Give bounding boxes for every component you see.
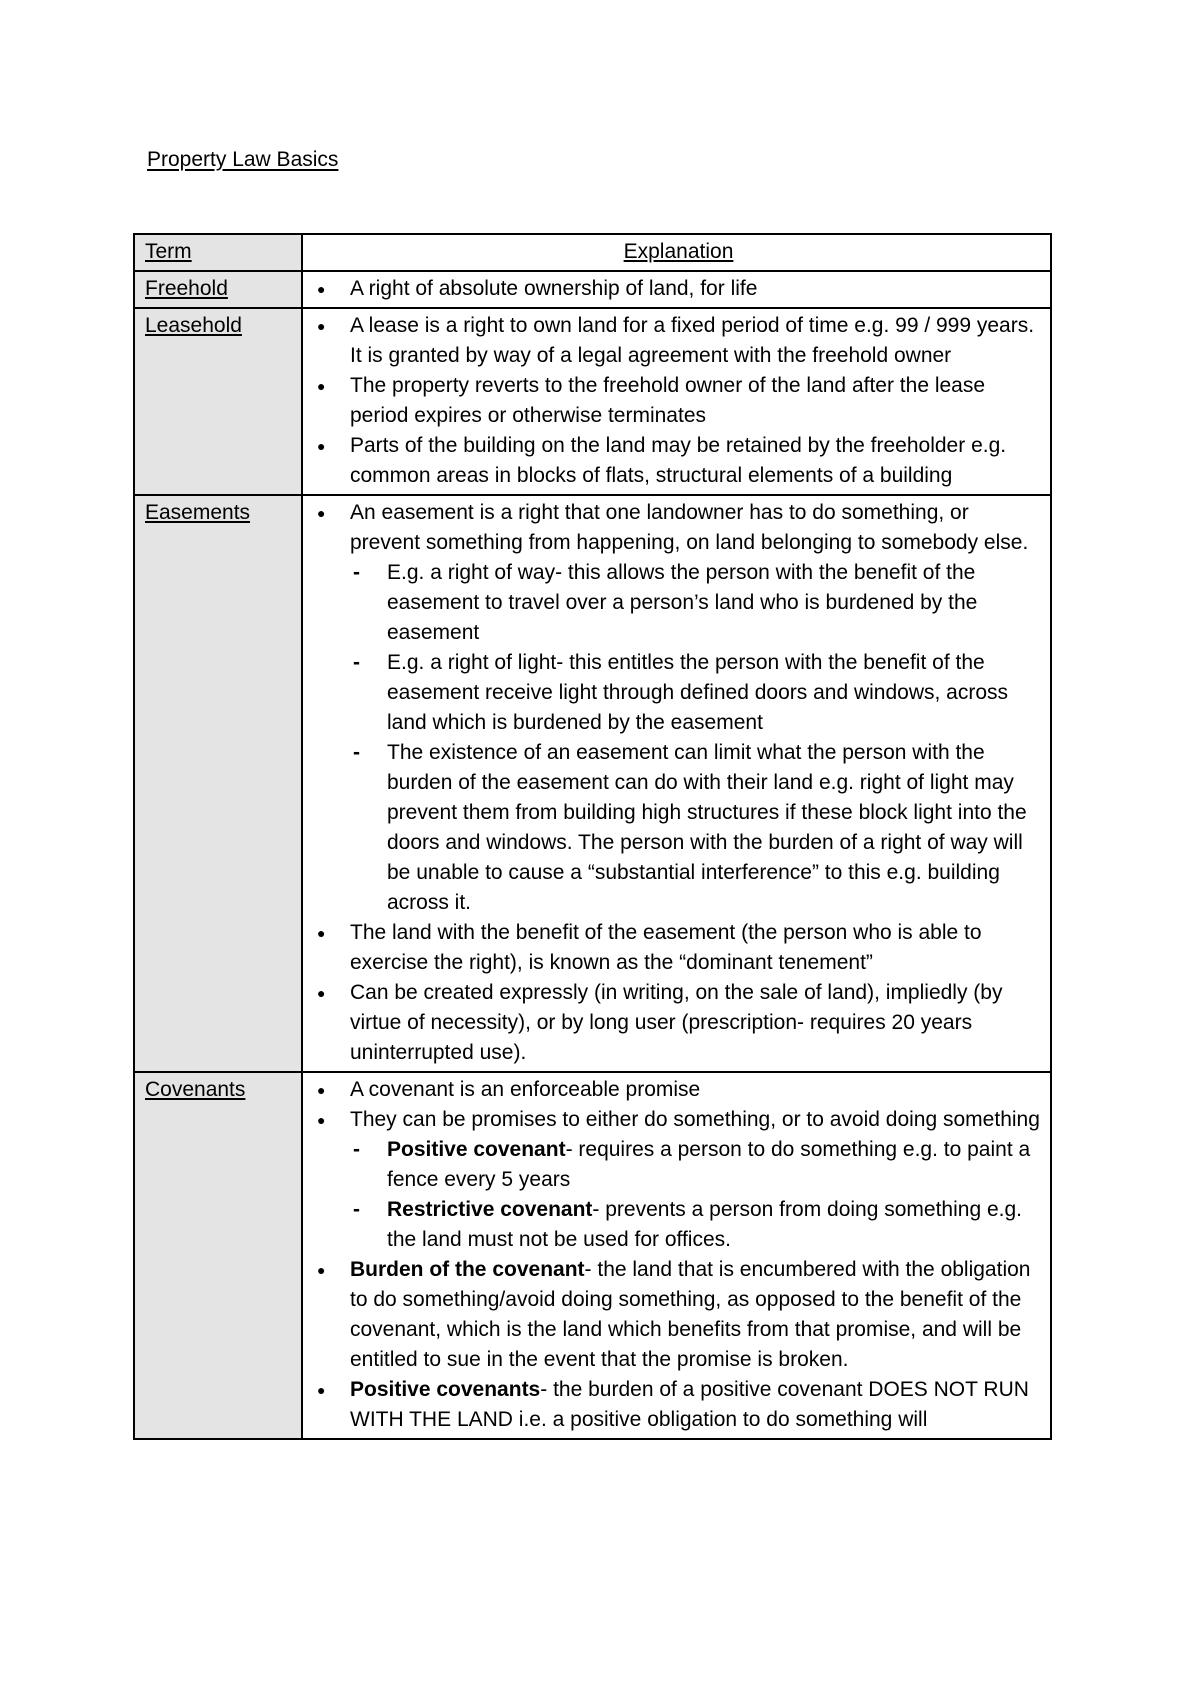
page-title: Property Law Basics: [147, 148, 339, 171]
explanation-leasehold: [302, 308, 1051, 495]
bullet-list: [313, 1075, 1044, 1435]
table-row: [134, 495, 1051, 1072]
bullet-list: [313, 274, 1044, 304]
sub-list-item: - E.g. a right of way- this allows the person with the benefit of the easement to travel over a person’s land who is burdened by the easement: [387, 558, 1044, 648]
table-row: [134, 271, 1051, 308]
list-item: ● They can be promises to either do something, or to avoid doing something - Positive covenant- requires a person to do something e.g. to paint a fence every 5 years - Restrictive covenant- prevents a person from doing something e.g. the land must not be used for offices.: [350, 1105, 1044, 1255]
list-item: ● The property reverts to the freehold owner of the land after the lease period expires or otherwise terminates: [350, 371, 1044, 431]
term-easements: Easements: [134, 495, 302, 1072]
sub-list-item: - The existence of an easement can limit what the person with the burden of the easement can do with their land e.g. right of light may prevent them from building high structures if these block light into the doors and windows. The person with the burden of a right of way will be unable to cause a “substantial interference” to this e.g. building across it.: [387, 738, 1044, 918]
list-item: ● An easement is a right that one landowner has to do something, or prevent something from happening, on land belonging to somebody else. - E.g. a right of way- this allows the person with the benefit of the easement to travel over a person’s land who is burdened by the easement - E.g. a right of light- this entitles the person with the benefit of the easement receive light through defined doors and windows, across land which is burdened by the easement - The existence of an easement can limit what the person with the burden of the easement can do with their land e.g. right of light may prevent them from building high structures if these block light into the doors and windows. The person with the burden of a right of way will be unable to cause a “substantial interference” to this e.g. building across it.: [350, 498, 1044, 918]
term-leasehold: Leasehold: [134, 308, 302, 495]
list-item: ● A covenant is an enforceable promise: [350, 1075, 1044, 1105]
list-item: ● Can be created expressly (in writing, on the sale of land), impliedly (by virtue of necessity), or by long user (prescription- requires 20 years uninterrupted use).: [350, 978, 1044, 1068]
list-item: ● The land with the benefit of the easement (the person who is able to exercise the right), is known as the “dominant tenement”: [350, 918, 1044, 978]
sub-list-item: - Restrictive covenant- prevents a person from doing something e.g. the land must not be used for offices.: [387, 1195, 1044, 1255]
sub-list-item: - Positive covenant- requires a person to do something e.g. to paint a fence every 5 years: [387, 1135, 1044, 1195]
term-column-header: Term: [134, 234, 302, 271]
explanation-easements: [302, 495, 1051, 1072]
term-covenants: Covenants: [134, 1072, 302, 1439]
table-row: [134, 308, 1051, 495]
list-item: ● Positive covenants- the burden of a positive covenant DOES NOT RUN WITH THE LAND i.e. a positive obligation to do something will: [350, 1375, 1044, 1435]
dash-list: [350, 558, 1044, 918]
bullet-list: [313, 311, 1044, 491]
sub-list-item: - E.g. a right of light- this entitles the person with the benefit of the easement receive light through defined doors and windows, across land which is burdened by the easement: [387, 648, 1044, 738]
explanation-freehold: [302, 271, 1051, 308]
property-terms-table: [133, 233, 1052, 1440]
list-item: ● Parts of the building on the land may be retained by the freeholder e.g. common areas in blocks of flats, structural elements of a building: [350, 431, 1044, 491]
list-item: ● A lease is a right to own land for a fixed period of time e.g. 99 / 999 years. It is granted by way of a legal agreement with the freehold owner: [350, 311, 1044, 371]
term-freehold: Freehold: [134, 271, 302, 308]
explanation-column-header: Explanation: [302, 234, 1051, 271]
table-header-row: [134, 234, 1051, 271]
dash-list: [350, 1135, 1044, 1255]
explanation-covenants: [302, 1072, 1051, 1439]
table-row: [134, 1072, 1051, 1439]
list-item: ● A right of absolute ownership of land, for life: [350, 274, 1044, 304]
bullet-list: [313, 498, 1044, 1068]
list-item: ● Burden of the covenant- the land that is encumbered with the obligation to do something/avoid doing something, as opposed to the benefit of the covenant, which is the land which benefits from that promise, and will be entitled to sue in the event that the promise is broken.: [350, 1255, 1044, 1375]
